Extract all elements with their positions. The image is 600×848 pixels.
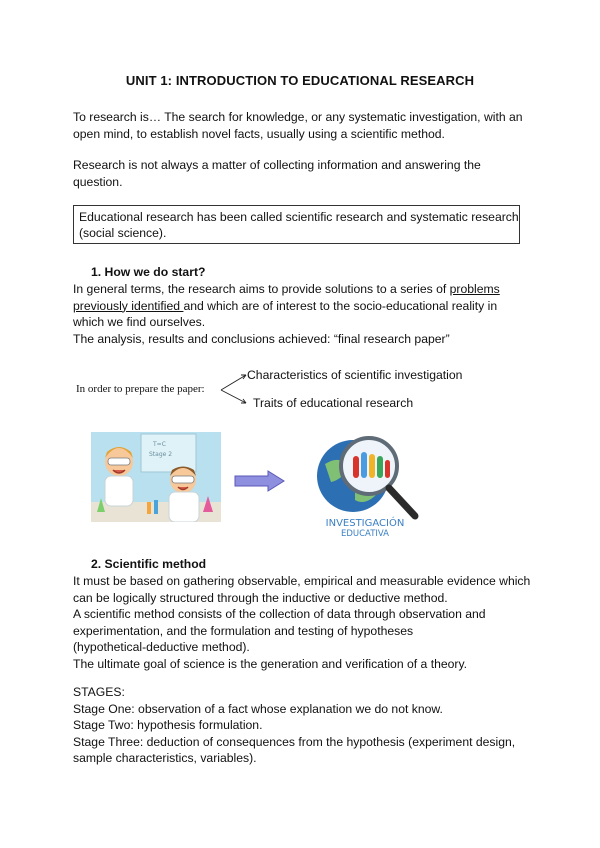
- section-2-line: A scientific method consists of the collection of data through observation and: [73, 607, 486, 621]
- intro-paragraph: [73, 109, 533, 142]
- stages-label: STAGES:: [73, 685, 125, 699]
- section-1-line: [73, 281, 533, 298]
- section-2-line: experimentation, and the formulation and testing of hypotheses: [73, 623, 414, 638]
- kids-scientists-illustration: [91, 432, 221, 522]
- image-caption-1: INVESTIGACIÓN: [325, 518, 405, 529]
- page-title: UNIT 1: INTRODUCTION TO EDUCATIONAL RESEARCH: [125, 73, 475, 88]
- section-1-line: [73, 298, 533, 315]
- intro-line: To research is… The search for knowledge, or any systematic investigation, with an: [73, 110, 523, 124]
- board-text-1: T=C: [153, 441, 166, 448]
- underlined-text: problems: [449, 282, 500, 296]
- section-2-line: (hypothetical-deductive method).: [73, 640, 250, 654]
- section-2-line: The ultimate goal of science is the generation and verification of a theory.: [73, 656, 468, 671]
- stage-item: Stage Three: deduction of consequences from the hypothesis (experiment design,: [73, 734, 516, 749]
- image-caption-2: EDUCATIVA: [340, 529, 390, 538]
- diagram-lead: In order to prepare the paper:: [76, 383, 205, 395]
- diagram-branch-1: Characteristics of scientific investigation: [247, 368, 463, 382]
- boxed-note-line: Educational research has been called scientific research and systematic research: [79, 210, 519, 224]
- educational-research-illustration: [305, 434, 425, 538]
- section-1-body: [73, 281, 533, 347]
- section-2-body: [73, 573, 533, 672]
- intro-line: open mind, to establish novel facts, usually using a scientific method.: [73, 126, 445, 141]
- section-1-heading: 1. How we do start?: [91, 265, 206, 279]
- stages-list: [73, 684, 533, 767]
- text: and which are of interest to the socio-educational reality in: [183, 298, 498, 313]
- section-2-heading: 2. Scientific method: [91, 557, 207, 571]
- boxed-note-line: (social science).: [79, 226, 167, 240]
- board-text-2: Stage 2: [149, 451, 173, 458]
- stage-item: Stage Two: hypothesis formulation.: [73, 718, 263, 732]
- underlined-text: previously identified: [73, 298, 184, 313]
- intro-line: question.: [73, 174, 123, 189]
- right-arrow-icon: [234, 470, 286, 492]
- section-1-line: The analysis, results and conclusions achieved: “final research paper”: [73, 331, 450, 346]
- stage-item: Stage One: observation of a fact whose explanation we do not know.: [73, 701, 443, 716]
- stage-item: sample characteristics, variables).: [73, 751, 257, 765]
- boxed-note: [73, 205, 520, 244]
- diagram-branch-2: Traits of educational research: [253, 396, 414, 410]
- intro-paragraph-2: [73, 157, 533, 190]
- section-2-line: can be logically structured through the inductive or deductive method.: [73, 590, 448, 605]
- section-2-line: It must be based on gathering observable, empirical and measurable evidence which: [73, 574, 531, 588]
- text: In general terms, the research aims to provide solutions to a series of: [73, 282, 450, 296]
- section-1-line: which we find ourselves.: [73, 315, 206, 329]
- intro-line: Research is not always a matter of collecting information and answering the: [73, 158, 481, 172]
